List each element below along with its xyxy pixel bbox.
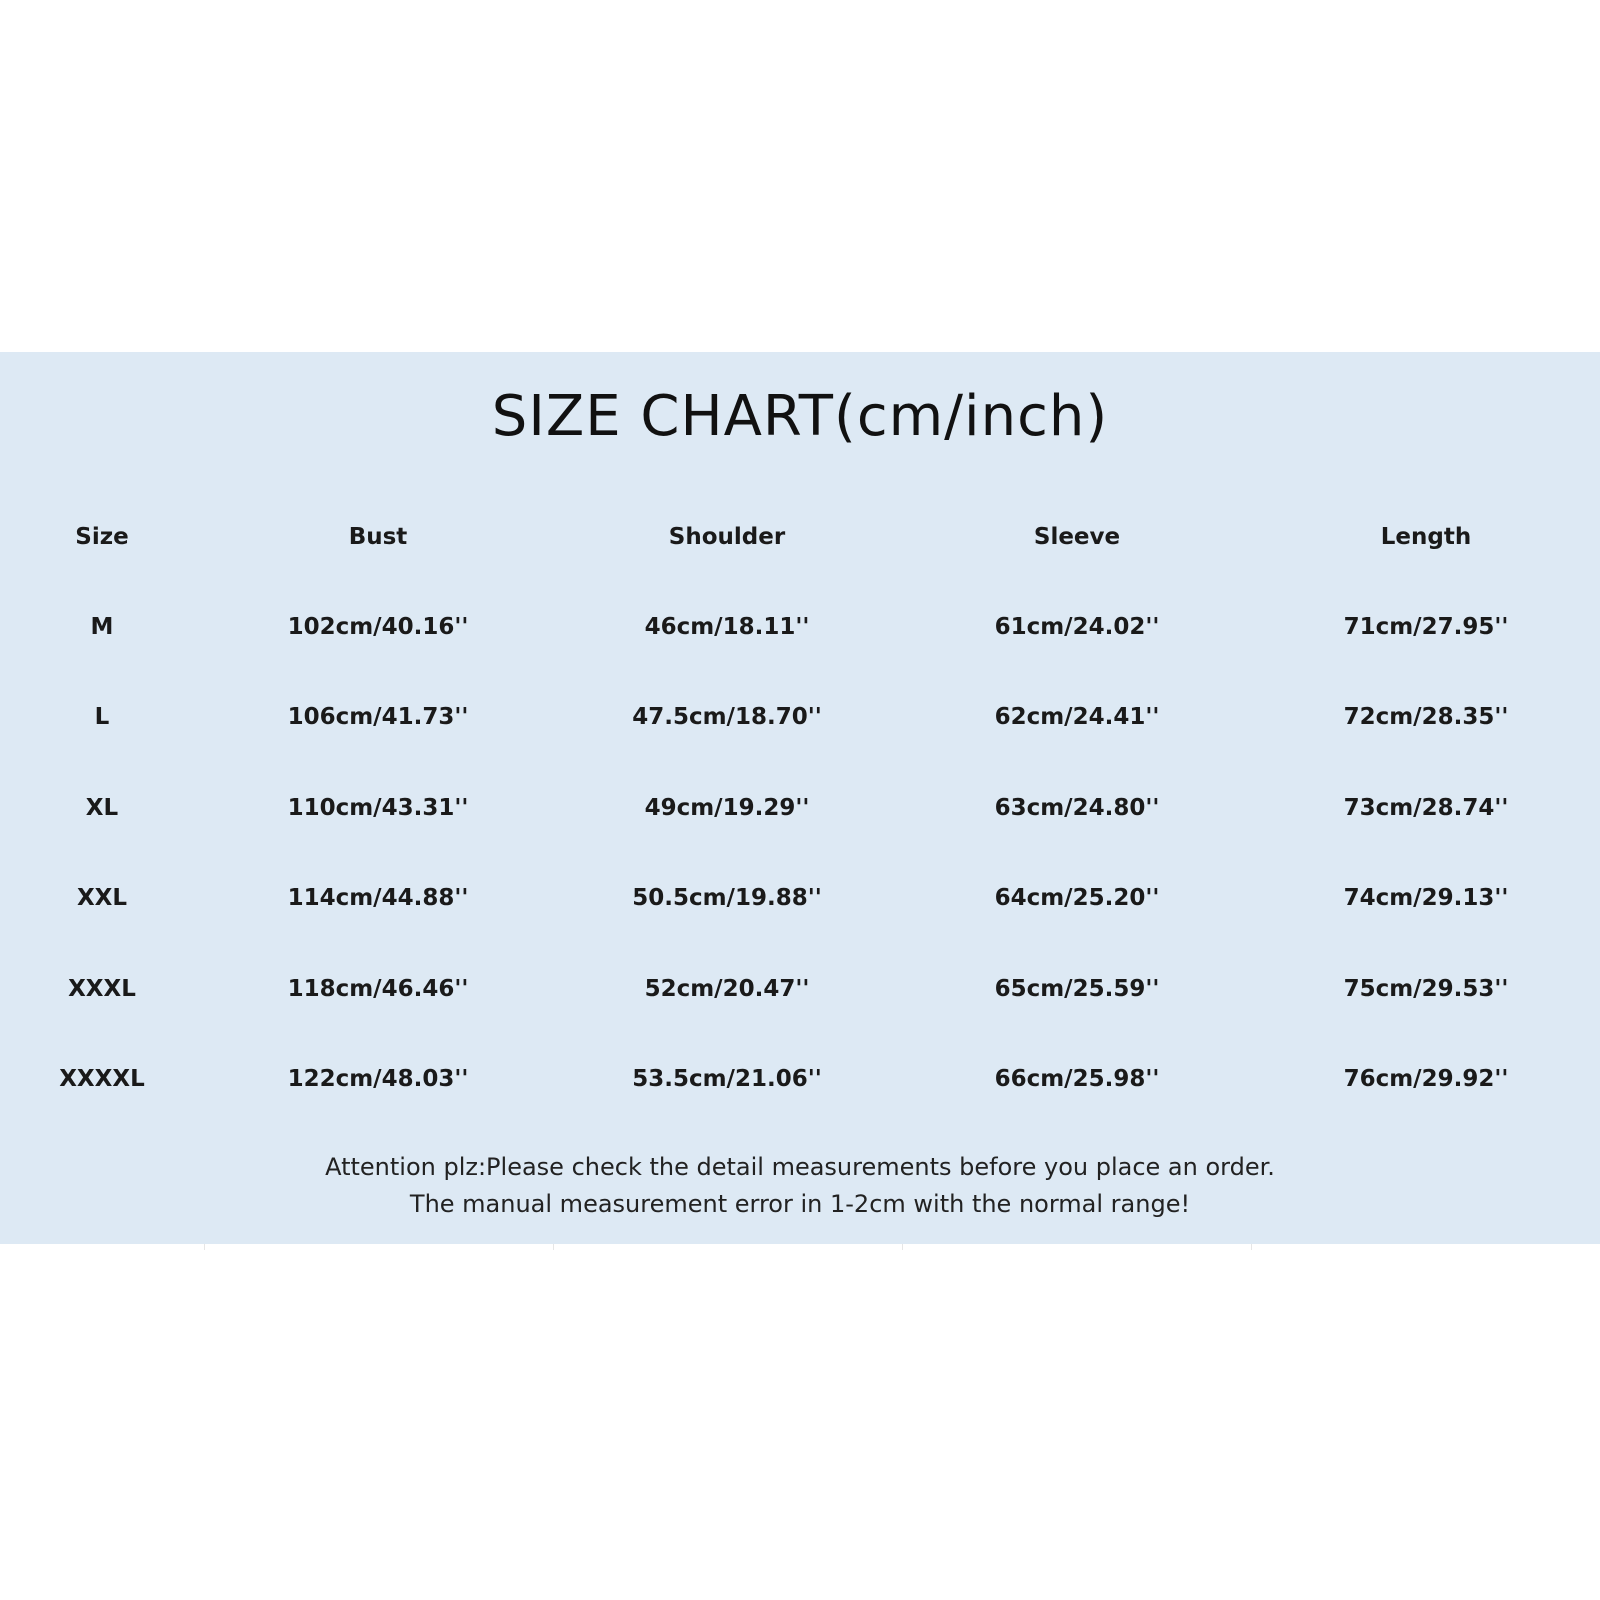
divider-tick <box>204 1244 205 1250</box>
measurement-cell: 65cm/25.59'' <box>994 976 1160 1002</box>
measurement-cell: 46cm/18.11'' <box>644 614 810 640</box>
measurement-cell: 122cm/48.03'' <box>287 1066 469 1092</box>
measurement-cell: 61cm/24.02'' <box>994 614 1160 640</box>
measurement-cell: 110cm/43.31'' <box>287 795 469 821</box>
size-label-cell: M <box>90 614 114 640</box>
chart-title: SIZE CHART(cm/inch) <box>491 384 1109 449</box>
column-header-bust: Bust <box>348 524 408 550</box>
note-line-1: Attention plz:Please check the detail measurements before you place an order. <box>325 1153 1275 1181</box>
measurement-cell: 66cm/25.98'' <box>994 1066 1160 1092</box>
measurement-cell: 76cm/29.92'' <box>1343 1066 1509 1092</box>
size-label-cell: XL <box>85 795 119 821</box>
size-label-cell: L <box>94 704 110 730</box>
column-header-length: Length <box>1380 524 1472 550</box>
measurement-cell: 64cm/25.20'' <box>994 885 1160 911</box>
measurement-cell: 102cm/40.16'' <box>287 614 469 640</box>
note-line-2: The manual measurement error in 1-2cm with the normal range! <box>409 1190 1191 1218</box>
measurement-cell: 63cm/24.80'' <box>994 795 1160 821</box>
measurement-cell: 74cm/29.13'' <box>1343 885 1509 911</box>
divider-tick <box>553 1244 554 1250</box>
measurement-cell: 71cm/27.95'' <box>1343 614 1509 640</box>
measurement-cell: 62cm/24.41'' <box>994 704 1160 730</box>
measurement-cell: 72cm/28.35'' <box>1343 704 1509 730</box>
measurement-cell: 118cm/46.46'' <box>287 976 469 1002</box>
divider-tick <box>902 1244 903 1250</box>
measurement-cell: 106cm/41.73'' <box>287 704 469 730</box>
column-header-shoulder: Shoulder <box>668 524 786 550</box>
divider-tick <box>1251 1244 1252 1250</box>
measurement-cell: 75cm/29.53'' <box>1343 976 1509 1002</box>
measurement-cell: 53.5cm/21.06'' <box>632 1066 822 1092</box>
measurement-cell: 114cm/44.88'' <box>287 885 469 911</box>
measurement-cell: 50.5cm/19.88'' <box>632 885 822 911</box>
measurement-cell: 49cm/19.29'' <box>644 795 810 821</box>
size-label-cell: XXL <box>76 885 128 911</box>
measurement-cell: 52cm/20.47'' <box>644 976 810 1002</box>
size-label-cell: XXXL <box>68 976 136 1002</box>
measurement-cell: 47.5cm/18.70'' <box>632 704 822 730</box>
column-header-size: Size <box>75 524 129 550</box>
column-header-sleeve: Sleeve <box>1033 524 1121 550</box>
size-label-cell: XXXXL <box>59 1066 145 1092</box>
measurement-cell: 73cm/28.74'' <box>1343 795 1509 821</box>
